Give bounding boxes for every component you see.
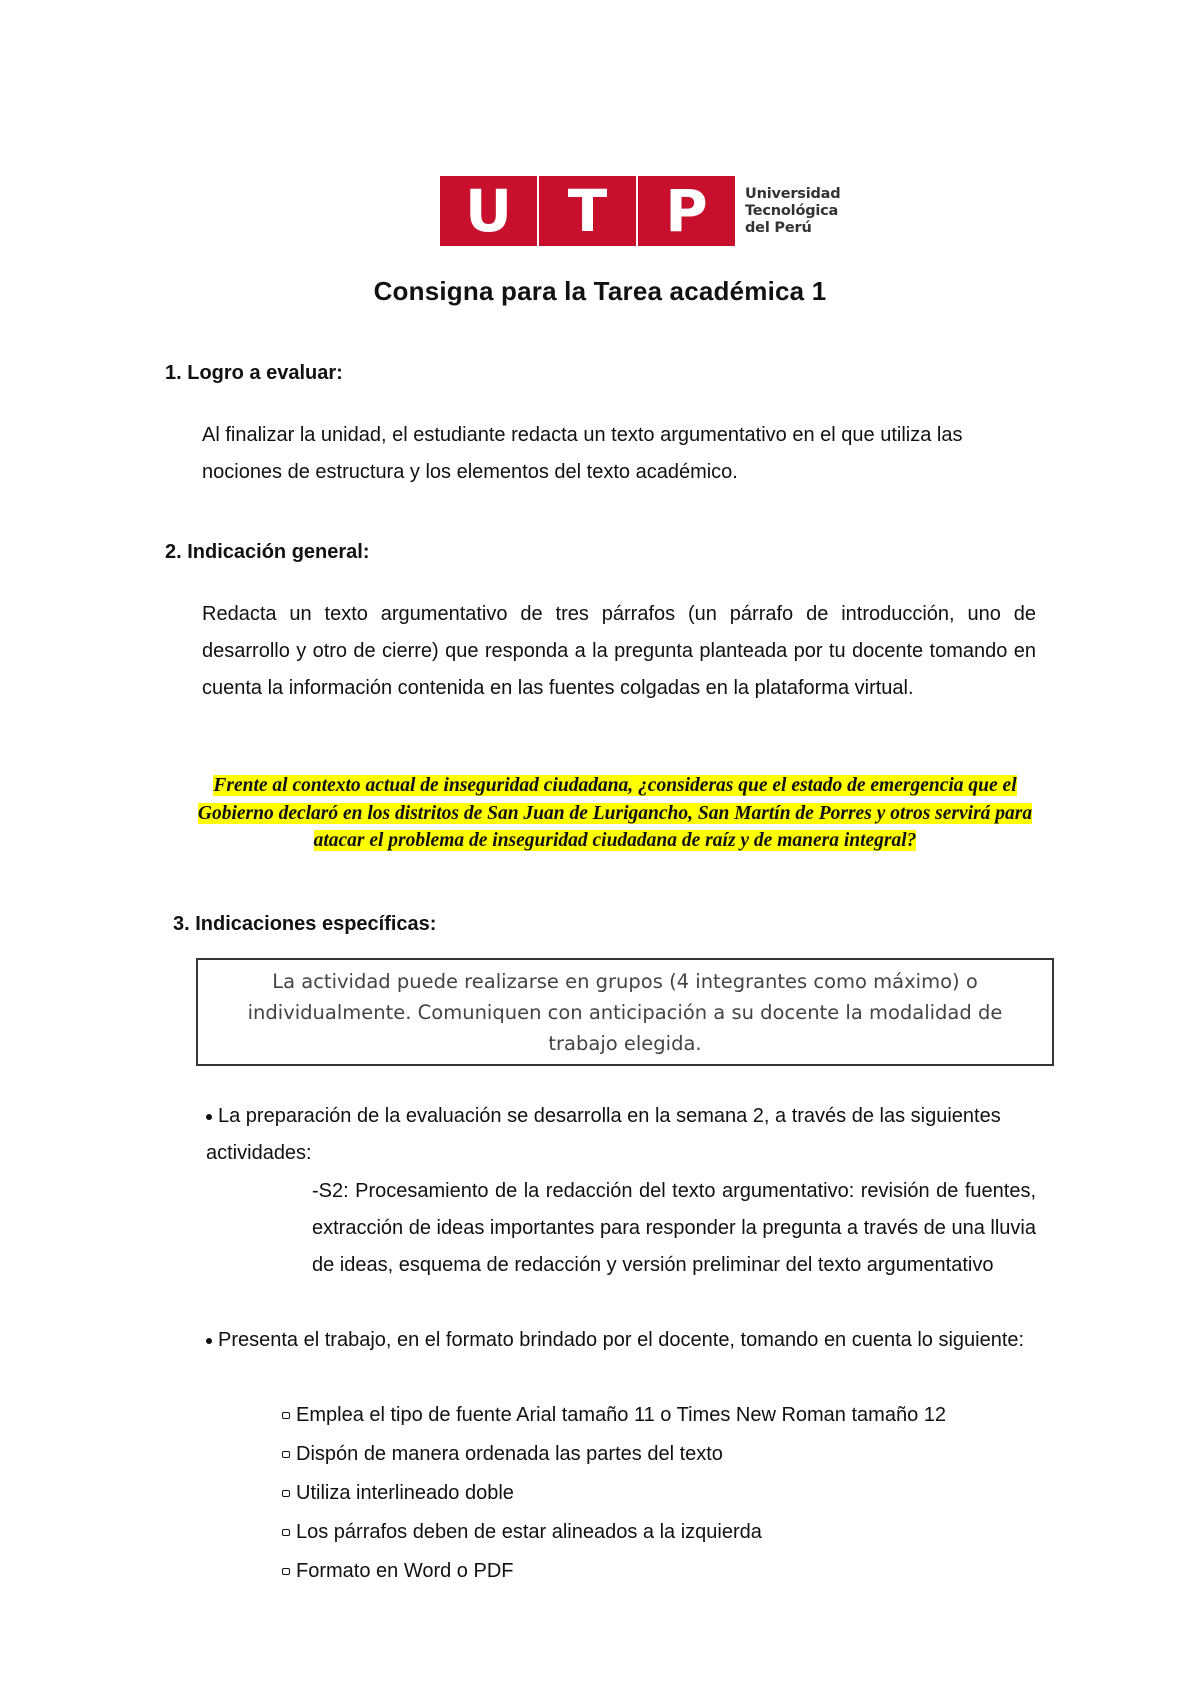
- list-item: [282, 1397, 946, 1434]
- bullet-1-text: La preparación de la evaluación se desarrolla en la semana 2, a través de las siguientes actividades:: [206, 1105, 1001, 1164]
- square-bullet-icon: [282, 1490, 290, 1497]
- page-title: Consigna para la Tarea académica 1: [373, 276, 827, 306]
- square-bullet-icon: [282, 1529, 290, 1536]
- list-item: [282, 1436, 723, 1473]
- section-1-text: Al finalizar la unidad, el estudiante redacta un texto argumentativo en el que utiliza las nociones de estructura y los elementos del texto académico.: [202, 424, 963, 483]
- s2-activity-text: -S2: Procesamiento de la redacción del texto argumentativo: revisión de fuentes, extracción de ideas importantes para responder la pregunta a través de una lluvia de ideas, esquema de redacción y versión preliminar del texto argumentativo: [312, 1180, 1036, 1276]
- square-bullet-icon: [282, 1568, 290, 1575]
- bullet-2-text: Presenta el trabajo, en el formato brindado por el docente, tomando en cuenta lo siguiente:: [218, 1329, 1025, 1351]
- list-item: [282, 1553, 513, 1590]
- square-bullet-icon: [282, 1412, 290, 1419]
- bullet-dot-icon: [206, 1338, 212, 1344]
- section-3-heading: 3. Indicaciones específicas:: [173, 913, 437, 935]
- group-note-text: La actividad puede realizarse en grupos (4 integrantes como máximo) o individualmente. Comuniquen con anticipación a su docente la modalidad de trabajo elegida.: [247, 969, 1003, 1055]
- subitem-text: Utiliza interlineado doble: [296, 1482, 514, 1504]
- logo-text: [745, 186, 840, 237]
- question-highlight: [190, 772, 1040, 855]
- list-item: [206, 1322, 1036, 1359]
- list-item: [206, 1098, 1006, 1172]
- section-2-text: Redacta un texto argumentativo de tres párrafos (un párrafo de introducción, uno de desarrollo y otro de cierre) que responda a la pregunta planteada por tu docente tomando en cuenta la información contenida en las fuentes colgadas en la plataforma virtual.: [202, 603, 1036, 699]
- list-item: [282, 1514, 762, 1551]
- bullet-dot-icon: [206, 1114, 212, 1120]
- logo-letter-t: T: [539, 176, 636, 246]
- subitem-text: Los párrafos deben de estar alineados a la izquierda: [296, 1521, 762, 1543]
- subitem-text: Emplea el tipo de fuente Arial tamaño 11 o Times New Roman tamaño 12: [296, 1404, 946, 1426]
- list-item: [282, 1475, 514, 1512]
- utp-logo: [440, 176, 840, 246]
- section-1-heading: 1. Logro a evaluar:: [165, 362, 343, 384]
- section-2-heading: 2. Indicación general:: [165, 541, 370, 563]
- group-note-box: [196, 958, 1054, 1066]
- subitem-text: Formato en Word o PDF: [296, 1560, 514, 1582]
- logo-letter-u: U: [440, 176, 537, 246]
- logo-line-1: Universidad: [745, 185, 841, 202]
- question-text: Frente al contexto actual de inseguridad ciudadana, ¿consideras que el estado de emergencia que el Gobierno declaró en los distritos de San Juan de Lurigancho, San Martín de Porres y otros servirá para atacar el problema de inseguridad ciudadana de raíz y de manera integral?: [197, 775, 1033, 851]
- logo-line-2: Tecnológica: [745, 202, 839, 219]
- square-bullet-icon: [282, 1451, 290, 1458]
- logo-line-3: del Perú: [745, 219, 812, 236]
- logo-letter-p: P: [638, 176, 735, 246]
- subitem-text: Dispón de manera ordenada las partes del texto: [296, 1443, 723, 1465]
